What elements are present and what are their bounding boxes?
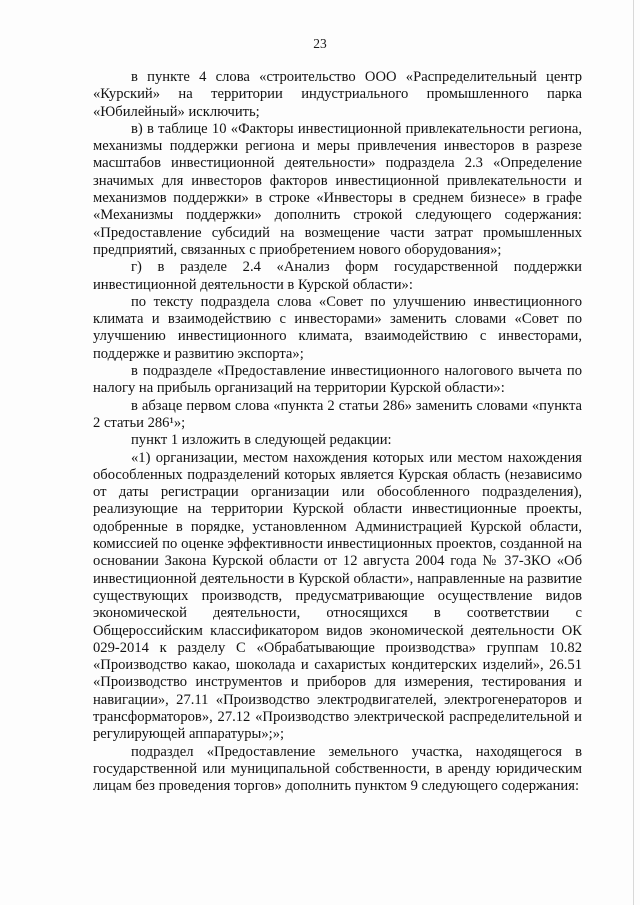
page-number: 23 [313,36,327,51]
paragraph-first-abzac: в абзаце первом слова «пункта 2 статьи 286» заменить словами «пункта 2 статьи 286¹»; [93,397,582,431]
paragraph-point-1-text: «1) организации, местом нахождения которых или местом нахождения обособленных подразделений которых является Курская область (независимо от даты регистрации организации или обособленного подразделения), реализующие на территории Курской области инвестиционные проекты, одобренные в порядке, установленном Администрацией Курской области, комиссией по оценке эффективности инвестиционных проектов, созданной на основании Закона Курской области от 12 августа 2004 года № 37-ЗКО «Об инвестиционной деятельности в Курской области», направленные на развитие существующих производств, предусматривающие осуществление видов экономической деятельности, относящихся в соответствии с Общероссийским классификатором видов экономической деятельности ОК 029-2014 к разделу C «Обрабатывающие производства» группам 10.82 «Производство какао, шоколада и сахаристых кондитерских изделий», 26.51 «Производство инструментов и приборов для измерения, тестирования и навигации», 27.11 «Производство электродвигателей, электрогенераторов и трансформаторов», 27.12 «Производство электрической распределительной и регулирующей аппаратуры»;»; [93,449,582,743]
paragraph-table-10: в) в таблице 10 «Факторы инвестиционной привлекательности региона, механизмы поддержки региона и меры привлечения инвесторов в разрезе масштабов инвестиционной деятельности» подраздела 2.3 «Определение значимых для инвесторов факторов инвестиционной привлекательности и механизмов поддержки» в строке «Инвесторы в среднем бизнесе» в графе «Механизмы поддержки» дополнить строкой следующего содержания: «Предоставление субсидий на возмещение части затрат промышленных предприятий, связанных с приобретением нового оборудования»; [93,120,582,258]
paragraph-tax-deduction-subsection: в подразделе «Предоставление инвестиционного налогового вычета по налогу на прибыль организаций на территории Курской области»: [93,363,582,397]
paragraph-section-2-4: г) в разделе 2.4 «Анализ форм государственной поддержки инвестиционной деятельности в Курской области»: [93,259,582,293]
paragraph-land-plot-subsection: подраздел «Предоставление земельного участка, находящегося в государственной или муниципальной собственности, в аренду юридическим лицам без проведения торгов» дополнить пунктом 9 следующего содержания: [93,743,582,795]
page-edge-line [633,0,634,905]
paragraph-point-1-intro: пункт 1 изложить в следующей редакции: [131,432,392,449]
paragraph-council-rename: по тексту подраздела слова «Совет по улучшению инвестиционного климата и взаимодействию с инвесторами» заменить словами «Совет по улучшению инвестиционного климата, взаимодействию с инвесторами, поддержке и развитию экспорта»; [93,293,582,362]
document-body [93,69,582,795]
paragraph-point-4-exclusion: в пункте 4 слова «строительство ООО «Распределительный центр «Курский» на территории индустриального промышленного парка «Юбилейный» исключить; [93,69,582,120]
